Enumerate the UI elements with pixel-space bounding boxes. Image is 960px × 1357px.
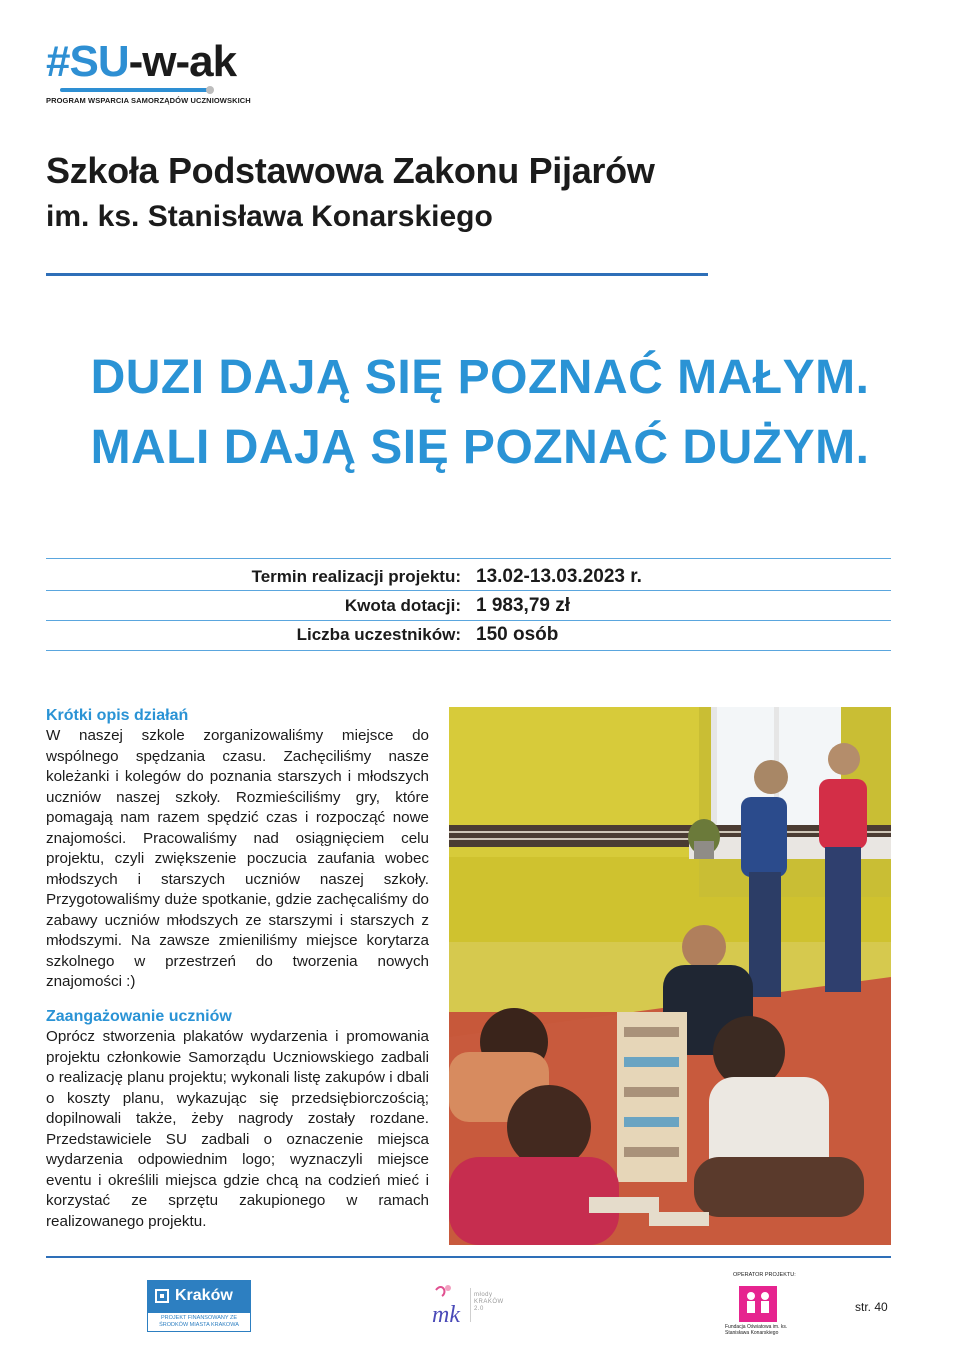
project-title-line1: DUZI DAJĄ SIĘ POZNAĆ MAŁYM. — [90, 351, 870, 404]
krakow-icon — [155, 1289, 169, 1303]
operator-label: OPERATOR PROJEKTU: — [733, 1272, 796, 1278]
footer-divider — [46, 1256, 891, 1258]
info-divider-top — [46, 558, 891, 559]
logo-wordmark: #SU-w-ak — [46, 37, 237, 86]
krakow-logo: Kraków PROJEKT FINANSOWANY ZE ŚRODKÓW MIASTA KRAKOWA — [147, 1280, 251, 1332]
school-name-line2: im. ks. Stanisława Konarskiego — [46, 200, 493, 233]
krakow-subtitle: PROJEKT FINANSOWANY ZE ŚRODKÓW MIASTA KRAKOWA — [147, 1312, 251, 1332]
info-row-termin — [46, 562, 891, 591]
section-text: Oprócz stworzenia plakatów wydarzenia i promowania projektu członkowie Samorządu Uczniowskiego zadbali o realizację planu projektu; wykonali listę zakupów i dbali o koszty planu, wykazując się przedsiębiorczością; dopilnowali także, żeby nagrody zostały rozdane. Przedstawiciele SU zadbali o oznaczenie miejsca wydarzenia odpowiednim logo; wyznaczyli miejsce eventu i określili miejsca gdzie chcą na codzień mieć i korzystać ze sprzętu zakupionego w ramach realizowanego projektu. — [46, 1028, 429, 1230]
svg-text:mk: mk — [432, 1302, 460, 1328]
logo-slider-icon — [46, 86, 246, 92]
mlody-krakow-logo — [428, 1280, 508, 1330]
info-value: 150 osób — [476, 624, 559, 645]
mk-icon — [428, 1280, 470, 1330]
mk-text: młody KRAKÓW 2.0 — [474, 1292, 504, 1312]
section-opis — [46, 706, 429, 993]
section-text: W naszej szkole zorganizowaliśmy miejsce do wspólnego spędzania czasu. Zachęciliśmy nasze koleżanki i kolegów do poznania starszych i młodszych uczniów naszej szkoły. Rozmieściliśmy gry, które pomagają nam razem spędzić czas i rozpocząć nowe znajomości. Pracowaliśmy nad osiągnięciem celu projektu, czyli zwiększenie poczucia zaufania wobec młodszych i starszych uczniów naszej szkoły. Przygotowaliśmy duże spotkanie, gdzie zachęcaliśmy do zabawy uczniów młodszych ze starszymi i starszych z młodszymi. Na zawsze zmieniliśmy miejsce korytarza szkolnego w przestrzeń do tworzenia nowych znajomości :) — [46, 727, 429, 990]
school-name-line1: Szkoła Podstawowa Zakonu Pijarów — [46, 150, 655, 191]
info-row-uczestnicy — [46, 620, 891, 649]
fund-icon — [739, 1286, 777, 1322]
project-photo — [449, 707, 891, 1245]
info-label: Liczba uczestników: — [296, 625, 461, 644]
info-label: Kwota dotacji: — [344, 596, 461, 615]
project-title-line2: MALI DAJĄ SIĘ POZNAĆ DUŻYM. — [90, 421, 870, 474]
operator-logo — [715, 1272, 795, 1338]
info-value: 13.02-13.03.2023 r. — [476, 566, 642, 587]
suwak-logo — [46, 37, 276, 105]
info-divider-bottom — [46, 650, 891, 651]
info-value: 1 983,79 zł — [476, 595, 571, 616]
info-row-kwota — [46, 591, 891, 620]
school-divider — [46, 273, 708, 276]
section-title: Zaangażowanie uczniów — [46, 1008, 232, 1025]
fund-name: Fundacja Oświatowa im. ks. Stanisława Konarskiego — [725, 1324, 788, 1336]
page-number: str. 40 — [855, 1300, 888, 1314]
logo-subtitle: PROGRAM WSPARCIA SAMORZĄDÓW UCZNIOWSKICH — [46, 96, 251, 105]
info-label: Termin realizacji projektu: — [251, 567, 461, 586]
section-zaangazowanie — [46, 1007, 429, 1232]
section-title: Krótki opis działań — [46, 707, 189, 724]
